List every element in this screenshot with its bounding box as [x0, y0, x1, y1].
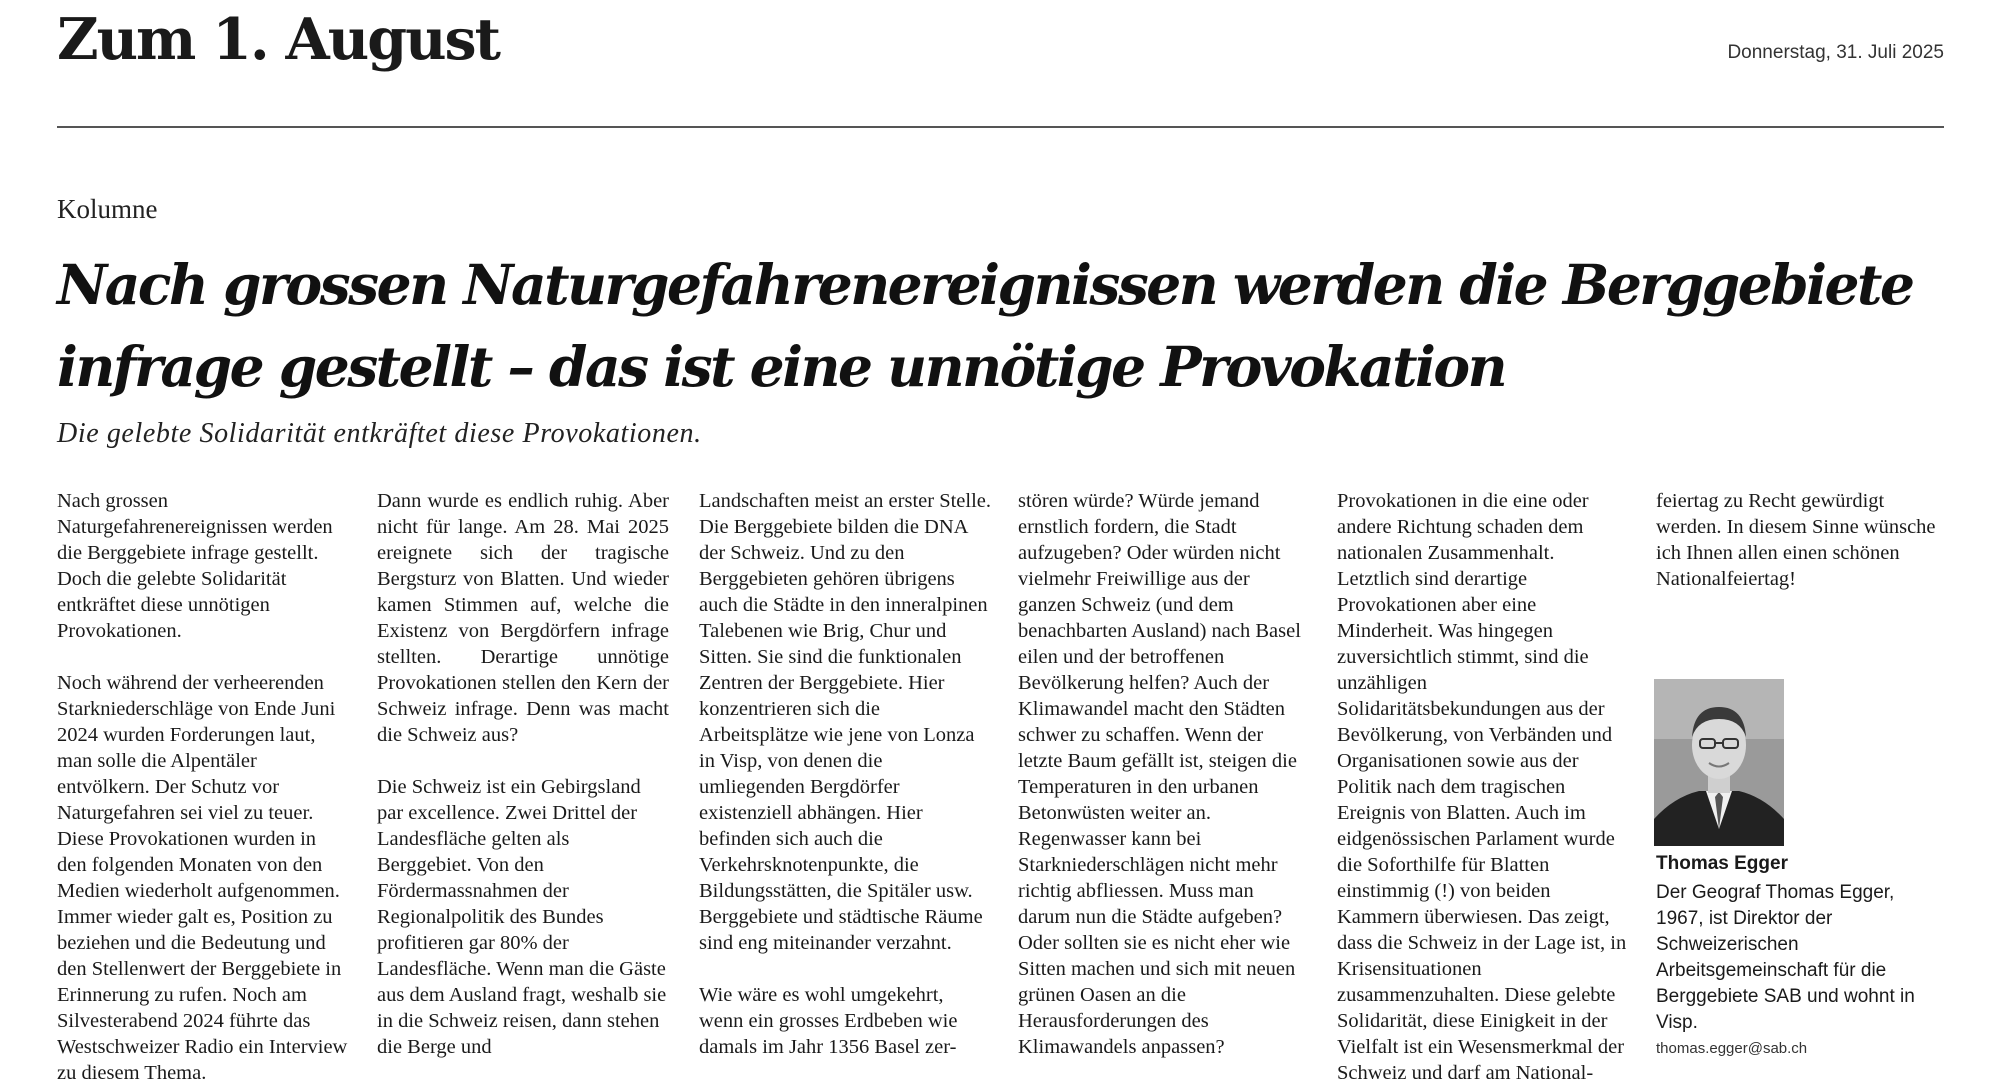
paragraph: Nach grossen Naturgefahrenereignissen werden die Berggebiete infrage gestellt. Doch die gelebte Solidarität entkräftet diese unnötigen Provokationen.	[57, 490, 333, 642]
subheadline: Die gelebte Solidarität entkräftet diese Provokationen.	[57, 418, 702, 449]
paragraph: Wie wäre es wohl umgekehrt, wenn ein grosses Erdbeben wie damals im Jahr 1356 Basel zer-	[699, 984, 958, 1058]
author-bio: Der Geograf Thomas Egger, 1967, ist Direktor der Schweizerischen Arbeitsgemeinschaft für die Berggebiete SAB und wohnt in Visp.	[1656, 882, 1915, 1033]
headline-line-1: Nach grossen Naturgefahrenereignissen werden die Berggebiete	[57, 252, 1913, 317]
kicker: Kolumne	[57, 194, 158, 224]
paragraph: Dann wurde es endlich ruhig. Aber nicht für lange. Am 28. Mai 2025 ereignete sich der tragische Bergsturz von Blatten. Und wieder kamen Stimmen auf, welche die Existenz von Bergdörfern infrage stellten. Derartige unnötige Provokationen stellen den Kern der Schweiz infrage. Denn was macht die Schweiz aus?	[377, 490, 669, 746]
article-column-3	[699, 488, 991, 1060]
article-column-1	[57, 488, 349, 1086]
article-column-5	[1337, 488, 1629, 1086]
article-column-2	[377, 488, 669, 1060]
author-name: Thomas Egger	[1656, 853, 1788, 874]
headline-line-2: infrage gestellt – das ist eine unnötige Provokation	[57, 334, 1506, 399]
paragraph: Die Schweiz ist ein Gebirgsland par excellence. Zwei Drittel der Landesfläche gelten als Berggebiet. Von den Fördermassnahmen der Regionalpolitik des Bundes profitieren gar 80% der Landesfläche. Wenn man die Gäste aus dem Ausland fragt, weshalb sie in die Schweiz reisen, dann stehen die Berge und	[377, 776, 667, 1058]
paragraph: stören würde? Würde jemand ernstlich fordern, die Stadt aufzugeben? Oder würden nicht vielmehr Freiwillige aus der ganzen Schweiz (und dem benachbarten Ausland) nach Basel eilen und der betroffenen Bevölkerung helfen? Auch der Klimawandel macht den Städten schwer zu schaffen. Wenn der letzte Baum gefällt ist, steigen die Temperaturen in den urbanen Betonwüsten weiter an. Regenwasser kann bei Starkniederschlägen nicht mehr richtig abfliessen. Muss man darum nun die Städte aufgeben? Oder sollten sie es nicht eher wie Sitten machen und sich mit neuen grünen Oasen an die Herausforderungen des Klimawandels anpassen?	[1018, 490, 1301, 1058]
portrait-image	[1654, 679, 1784, 846]
article-column-4	[1018, 488, 1310, 1060]
publication-date: Donnerstag, 31. Juli 2025	[1727, 42, 1944, 63]
paragraph: Noch während der verheerenden Starkniederschläge von Ende Juni 2024 wurden Forderungen laut, man solle die Alpentäler entvölkern. Der Schutz vor Naturgefahren sei viel zu teuer. Diese Provokationen wurden in den folgenden Monaten von den Medien wiederholt aufgenommen. Immer wieder galt es, Position zu beziehen und die Bedeutung und den Stellenwert der Berggebiete in Erinnerung zu rufen. Noch am Silvesterabend 2024 führte das Westschweizer Radio ein Interview zu diesem Thema.	[57, 672, 348, 1084]
paragraph: Landschaften meist an erster Stelle. Die Berggebiete bilden die DNA der Schweiz. Und zu den Berggebieten gehören übrigens auch die Städte in den inneralpinen Talebenen wie Brig, Chur und Sitten. Sie sind die funktionalen Zentren der Berggebiete. Hier konzentrieren sich die Arbeitsplätze wie jene von Lonza in Visp, von denen die umliegenden Bergdörfer existenziell abhängen. Hier befinden sich auch die Verkehrsknotenpunkte, die Bildungsstätten, die Spitäler usw. Berggebiete und städtische Räume sind eng miteinander verzahnt.	[699, 490, 992, 954]
header-divider	[57, 126, 1944, 128]
section-title: Zum 1. August	[57, 6, 499, 73]
article-column-6	[1656, 488, 1948, 592]
paragraph: Provokationen in die eine oder andere Richtung schaden dem nationalen Zusammenhalt. Letztlich sind derartige Provokationen aber eine Minderheit. Was hingegen zuversichtlich stimmt, sind die unzähligen Solidaritätsbekundungen aus der Bevölkerung, von Verbänden und Organisationen sowie aus der Politik nach dem tragischen Ereignis von Blatten. Auch im eidgenössischen Parlament wurde die Soforthilfe für Blatten einstimmig (!) von beiden Kammern überwiesen. Das zeigt, dass die Schweiz in der Lage ist, in Krisensituationen zusammenzuhalten. Diese gelebte Solidarität, diese Einigkeit in der Vielfalt ist ein Wesensmerkmal der Schweiz und darf am National-	[1337, 490, 1627, 1084]
author-email[interactable]: thomas.egger@sab.ch	[1656, 1040, 1808, 1057]
paragraph: feiertag zu Recht gewürdigt werden. In diesem Sinne wünsche ich Ihnen allen einen schönen Nationalfeiertag!	[1656, 490, 1936, 590]
headline	[57, 244, 1937, 408]
author-portrait	[1654, 679, 1784, 846]
